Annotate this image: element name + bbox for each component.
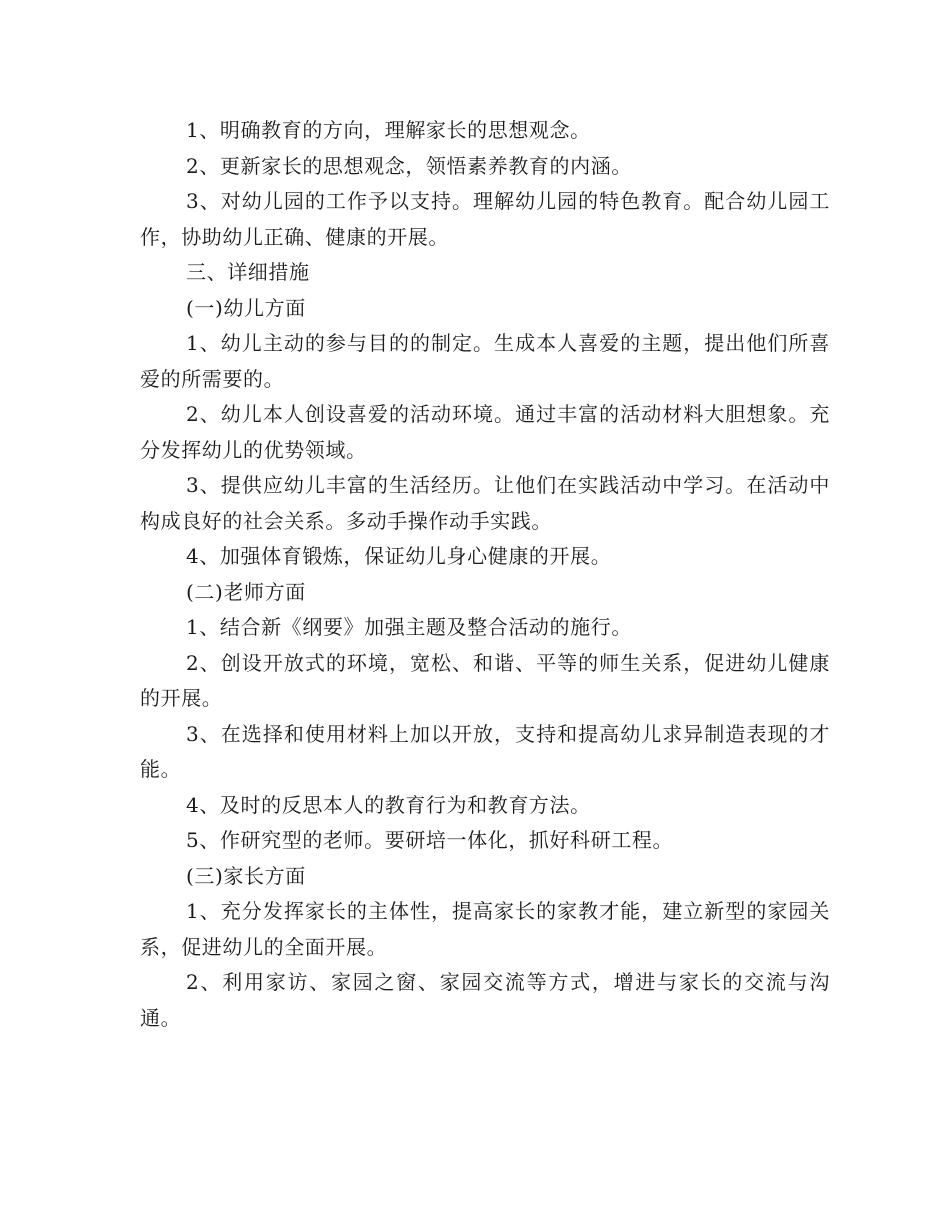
paragraph-teachers-2: 2、创设开放式的环境，宽松、和谐、平等的师生关系，促进幼儿健康的开展。 — [140, 650, 830, 710]
paragraph-goal-1: 1、明确教育的方向，理解家长的思想观念。 — [186, 118, 591, 142]
paragraph-teachers-3: 3、在选择和使用材料上加以开放，支持和提高幼儿求异制造表现的才能。 — [140, 721, 830, 781]
subheading-teachers: (二)老师方面 — [186, 579, 306, 604]
paragraph-children-4: 4、加强体育锻炼，保证幼儿身心健康的开展。 — [186, 544, 612, 568]
paragraph-goal-3: 3、对幼儿园的工作予以支持。理解幼儿园的特色教育。配合幼儿园工作，协助幼儿正确、健康的开展。 — [140, 189, 830, 249]
paragraph-children-3: 3、提供应幼儿丰富的生活经历。让他们在实践活动中学习。在活动中构成良好的社会关系。多动手操作动手实践。 — [140, 473, 830, 533]
document-body — [140, 113, 830, 1036]
paragraph-parents-1: 1、充分发挥家长的主体性，提高家长的家教才能，建立新型的家园关系，促进幼儿的全面开展。 — [140, 899, 830, 959]
paragraph-children-1: 1、幼儿主动的参与目的的制定。生成本人喜爱的主题，提出他们所喜爱的所需要的。 — [140, 331, 830, 391]
paragraph-teachers-1: 1、结合新《纲要》加强主题及整合活动的施行。 — [186, 615, 632, 639]
paragraph-teachers-5: 5、作研究型的老师。要研培一体化，抓好科研工程。 — [186, 828, 674, 852]
paragraph-goal-2: 2、更新家长的思想观念，领悟素养教育的内涵。 — [186, 153, 632, 178]
subheading-parents: (三)家长方面 — [186, 863, 306, 888]
paragraph-parents-2: 2、利用家访、家园之窗、家园交流等方式，增进与家长的交流与沟通。 — [140, 970, 830, 1030]
subheading-children: (一)幼儿方面 — [186, 295, 306, 320]
paragraph-teachers-4: 4、及时的反思本人的教育行为和教育方法。 — [186, 792, 591, 817]
section-heading-measures: 三、详细措施 — [186, 260, 310, 284]
paragraph-children-2: 2、幼儿本人创设喜爱的活动环境。通过丰富的活动材料大胆想象。充分发挥幼儿的优势领域。 — [140, 402, 830, 462]
